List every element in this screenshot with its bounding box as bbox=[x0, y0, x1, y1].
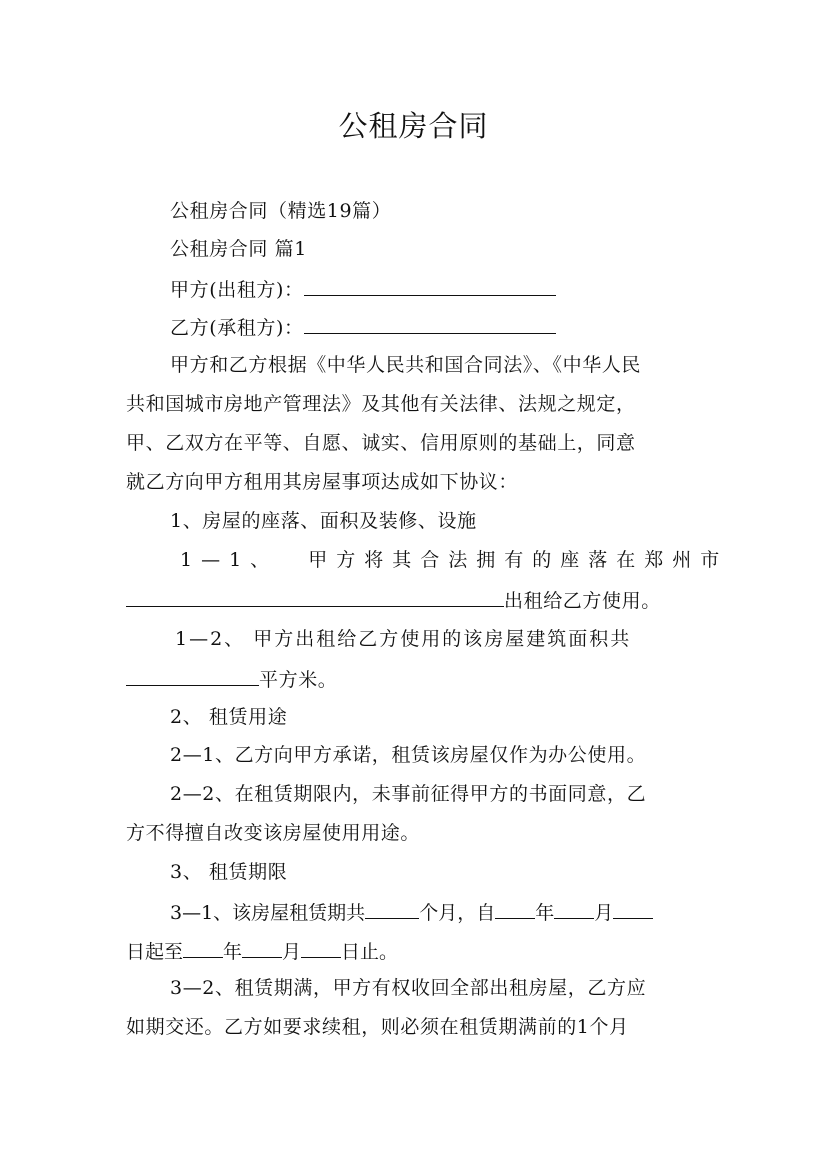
clause-3-1-line-1 bbox=[170, 898, 653, 926]
end-day-blank bbox=[301, 937, 341, 958]
clause-1-2-tail: 平方米。 bbox=[259, 669, 338, 691]
party-b-blank bbox=[304, 313, 556, 334]
clause-1-1-tail: 出租给乙方使用。 bbox=[504, 590, 661, 612]
clause-1-1-line bbox=[180, 547, 728, 573]
clause-3-2-line-2: 如期交还。乙方如要求续租，则必须在租赁期满前的1个月 bbox=[126, 1016, 629, 1038]
start-year-blank bbox=[495, 898, 535, 919]
area-blank bbox=[126, 665, 259, 686]
intro-line-3: 甲、乙双方在平等、自愿、诚实、信用原则的基础上，同意 bbox=[126, 432, 636, 454]
clause-2-2-line-1: 2—2、在租赁期限内，未事前征得甲方的书面同意，乙 bbox=[170, 783, 647, 805]
clause-1-2: 1—2、 甲方出租给乙方使用的该房屋建筑面积共 bbox=[175, 628, 632, 650]
end-year-blank bbox=[183, 937, 223, 958]
clause-3-1-end-year-label: 年 bbox=[223, 941, 243, 963]
intro-line-2: 共和国城市房地产管理法》及其他有关法律、法规之规定， bbox=[126, 393, 636, 415]
intro-line-4: 就乙方向甲方租用其房屋事项达成如下协议： bbox=[126, 471, 519, 493]
party-b-label: 乙方(承租方)： bbox=[170, 317, 304, 339]
clause-3-1-line-2 bbox=[126, 937, 398, 965]
clause-3-2-line-1: 3—2、租赁期满，甲方有权收回全部出租房屋，乙方应 bbox=[170, 977, 647, 999]
heading-3: 3、 租赁期限 bbox=[170, 861, 288, 883]
clause-3-1-end-month-label: 月 bbox=[282, 941, 302, 963]
heading-1: 1、房屋的座落、面积及装修、设施 bbox=[170, 510, 477, 532]
party-b-line bbox=[170, 313, 556, 341]
section-heading: 公租房合同 篇1 bbox=[170, 238, 307, 260]
months-blank bbox=[365, 898, 419, 919]
document-title: 公租房合同 bbox=[338, 109, 489, 143]
location-blank bbox=[126, 586, 504, 607]
party-a-line bbox=[170, 275, 556, 303]
subtitle: 公租房合同（精选19篇） bbox=[170, 200, 392, 222]
heading-2: 2、 租赁用途 bbox=[170, 706, 288, 728]
clause-3-1-text-h: 日止。 bbox=[341, 941, 399, 963]
start-day-blank bbox=[613, 898, 653, 919]
party-a-label: 甲方(出租方)： bbox=[170, 279, 304, 301]
clause-1-1-head: 1—1、 bbox=[180, 549, 279, 571]
clause-2-2-line-2: 方不得擅自改变该房屋使用用途。 bbox=[126, 822, 421, 844]
start-month-blank bbox=[554, 898, 594, 919]
party-a-blank bbox=[304, 275, 556, 296]
clause-1-2-cont bbox=[126, 665, 337, 693]
clause-1-1-text: 甲方将其合法拥有的座落在郑州市 bbox=[308, 549, 729, 571]
end-month-blank bbox=[242, 937, 282, 958]
intro-line-1: 甲方和乙方根据《中华人民共和国合同法》、《中华人民 bbox=[170, 354, 642, 376]
clause-3-1-year-label: 年 bbox=[535, 902, 555, 924]
clause-3-1-text-e: 日起至 bbox=[126, 941, 184, 963]
clause-3-1-text-b: 个月，自 bbox=[419, 902, 496, 924]
clause-2-1: 2—1、乙方向甲方承诺，租赁该房屋仅作为办公使用。 bbox=[170, 744, 647, 766]
clause-3-1-text-a: 3—1、该房屋租赁期共 bbox=[170, 902, 366, 924]
clause-3-1-month-label: 月 bbox=[594, 902, 614, 924]
clause-1-1-cont bbox=[126, 586, 661, 614]
